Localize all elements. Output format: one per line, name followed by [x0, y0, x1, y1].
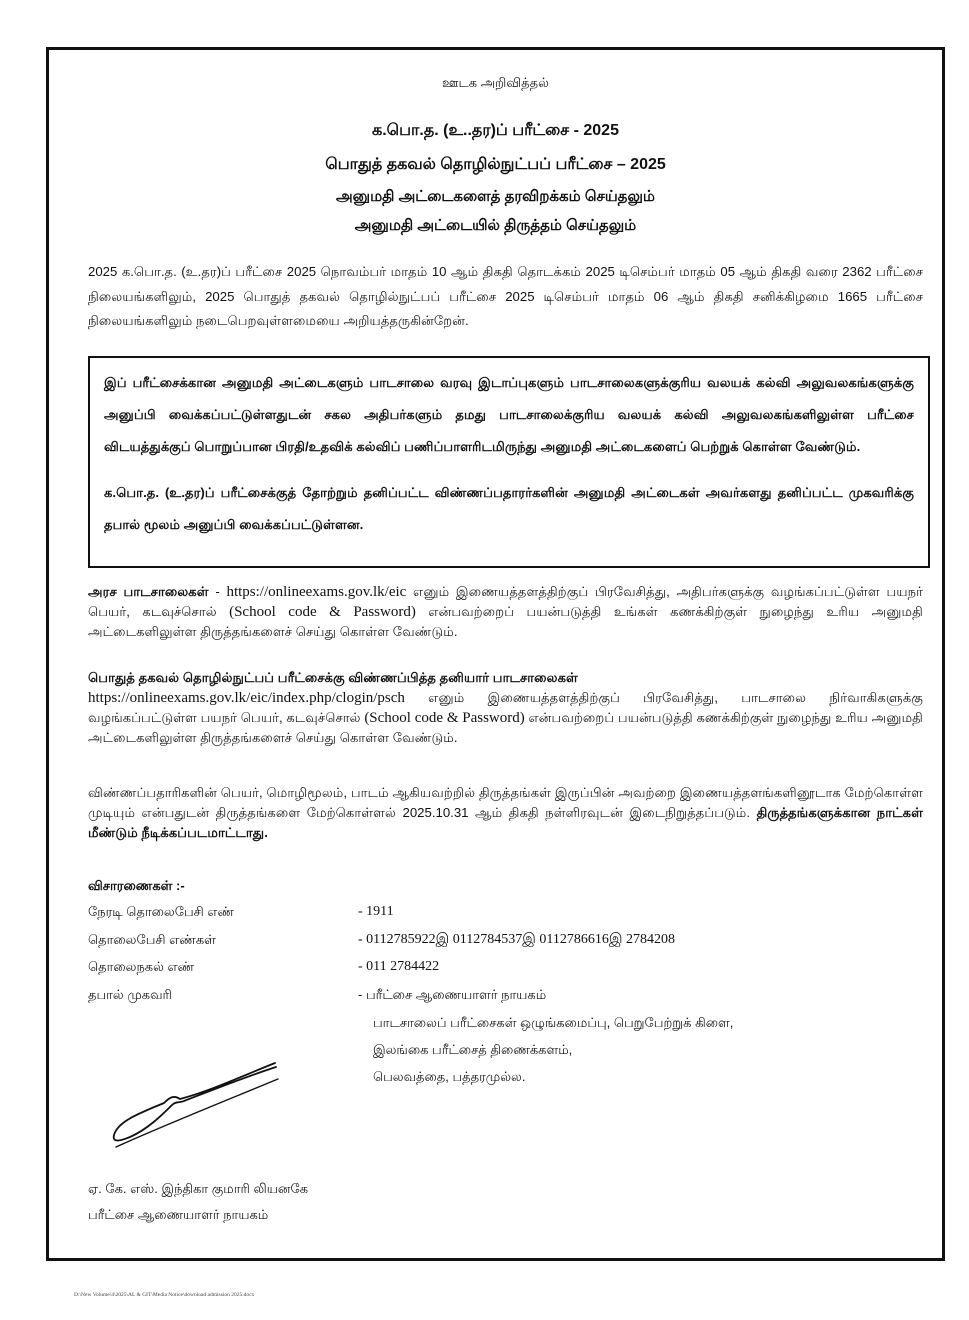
- subtitle-line-2: அனுமதி அட்டையில் திருத்தம் செய்தலும்: [354, 217, 637, 234]
- inquiry-value: - பரீட்சை ஆணையாளர் நாயகம்: [358, 987, 547, 1002]
- boxed-notice-paragraph-1: இப் பரீட்சைக்கான அனுமதி அட்டைகளும் பாடசாலை வரவு இடாப்புகளும் பாடசாலைகளுக்குரிய வலயக் கல்வி அலுவலகங்களுக்கு அனுப்பி வைக்கப்பட்டுள்ளதுடன் சகல அதிபர்களும் தமது பாடசாலைக்குரிய வலயக் கல்வி அலுவலகங்களிலுள்ள பரீட்சை விடயத்துக்குப் பொறுப்பான பிரதி/உதவிக் கல்விப் பணிப்பாளரிடமிருந்து அனுமதி அட்டைகளைப் பெற்றுக் கொள்ள வேண்டும்.: [104, 375, 914, 454]
- government-schools-credentials: (School code & Password): [229, 604, 416, 620]
- inquiry-label: தொலைபேசி எண்கள்: [88, 932, 216, 947]
- private-schools-text-2: என்பவற்றைப் பயன்படுத்தி கணக்கிற்குள் நுழைந்து உரிய அனுமதி அட்டைகளிலுள்ள திருத்தங்களைச் செய்து கொள்ள வேண்டும்.: [88, 710, 923, 745]
- government-schools-text-1: எனும் இணையத்தளத்திற்குப் பிரவேசித்து, அதிபர்களுக்கு வழங்கப்பட்டுள்ள பயநர் பெயர், கடவுச்சொல்: [88, 584, 923, 619]
- inquiry-label: தபால் முகவரி: [88, 987, 172, 1002]
- government-schools-paragraph: [88, 582, 923, 642]
- signatory-name: ஏ. கே. எஸ். இந்திகா குமாரி லியனகே: [88, 1181, 309, 1196]
- footer-file-path: D:\New Volume\4\2025\AL & GIT\Media Notice\download admission 2025.docx: [74, 1292, 255, 1298]
- private-schools-credentials: (School code & Password): [364, 710, 525, 726]
- inquiry-value: - 0112785922இ 0112784537இ 0112786616இ 2784208: [358, 932, 675, 947]
- notice-type: ஊடக அறிவித்தல்: [442, 75, 549, 90]
- title-line-2: பொதுத் தகவல் தொழில்நுட்பப் பரீட்சை – 2025: [325, 156, 666, 173]
- government-schools-text-2: என்பவற்றைப் பயன்படுத்தி உங்கள் கணக்கிற்குள் நுழைந்து உரிய அனுமதி அட்டைகளிலுள்ள திருத்தங்களைச் செய்து கொள்ள வேண்டும்.: [88, 604, 923, 639]
- private-schools-heading: பொதுத் தகவல் தொழில்நுட்பப் பரீட்சைக்கு விண்ணப்பித்த தனியார் பாடசாலைகள்: [88, 670, 578, 685]
- boxed-notice-paragraph-2: க.பொ.த. (உ.தர)ப் பரீட்சைக்குத் தோற்றும் தனிப்பட்ட விண்ணப்பதாரர்களின் அனுமதி அட்டைகள் அவர்களது தனிப்பட்ட முகவரிக்கு தபால் மூலம் அனுப்பி வைக்கப்பட்டுள்ளன.: [104, 485, 914, 532]
- inquiries-heading-text: விசாரணைகள் :-: [88, 878, 185, 893]
- inquiry-label: நேரடி தொலைபேசி எண்: [88, 904, 235, 919]
- private-schools-url[interactable]: https://onlineexams.gov.lk/eic/index.php/clogin/psch: [88, 690, 405, 706]
- corrections-paragraph: [88, 783, 923, 843]
- separator: -: [208, 584, 227, 599]
- private-schools-paragraph: [88, 668, 923, 748]
- inquiry-value: - 1911: [358, 904, 394, 919]
- government-schools-label: அரச பாடசாலைகள்: [88, 584, 209, 599]
- inquiry-value: - 011 2784422: [358, 959, 440, 974]
- government-schools-url[interactable]: https://onlineexams.gov.lk/eic: [226, 584, 407, 600]
- corrections-text: விண்ணப்பதாரிகளின் பெயர், மொழிமூலம், பாடம் ஆகியவற்றில் திருத்தங்கள் இருப்பின் அவற்றை இணையத்தளங்களினூடாக மேற்கொள்ள முடியும் என்பதுடன் திருத்தங்களை மேற்கொள்ளல் 2025.10.31 ஆம் திகதி நள்ளிரவுடன் இடைநிறுத்தப்படும்.: [88, 785, 923, 820]
- signatory-title: பரீட்சை ஆணையாளர் நாயகம்: [88, 1207, 269, 1222]
- signature-image: [100, 1055, 280, 1155]
- boxed-notice: [88, 356, 930, 568]
- inquiry-label: தொலைநகல் எண்: [88, 959, 195, 974]
- address-line-1: பாடசாலைப் பரீட்சைகள் ஒழுங்கமைப்பு, பெறுபேற்றுக் கிளை,: [373, 1015, 734, 1030]
- subtitle-line-1: அனுமதி அட்டைகளைத் தரவிறக்கம் செய்தலும்: [336, 188, 655, 205]
- intro-paragraph: 2025 க.பொ.த. (உ.தர)ப் பரீட்சை 2025 நொவம்பர் மாதம் 10 ஆம் திகதி தொடக்கம் 2025 டிசெம்பர் மாதம் 05 ஆம் திகதி வரை 2362 பரீட்சை நிலையங்களிலும், 2025 பொதுத் தகவல் தொழில்நுட்பப் பரீட்சை 2025 டிசெம்பர் மாதம் 06 ஆம் திகதி சனிக்கிழமை 1665 பரீட்சை நிலையங்களிலும் நடைபெறவுள்ளமையை அறியத்தருகின்றேன்.: [88, 264, 923, 328]
- private-schools-text-1: எனும் இணையத்தளத்திற்குப் பிரவேசித்து, பாடசாலை நிர்வாகிகளுக்கு வழங்கப்பட்டுள்ள பயநர் பெயர், கடவுச்சொல்: [88, 690, 923, 725]
- address-line-2: இலங்கை பரீட்சைத் திணைக்களம்,: [373, 1042, 573, 1057]
- corrections-no-extension: திருத்தங்களுக்கான நாட்கள் மீண்டும் நீடிக்கப்படமாட்டாது.: [88, 805, 923, 840]
- title-line-1: க.பொ.த. (உ..தர)ப் பரீட்சை - 2025: [372, 122, 619, 139]
- address-line-3: பெலவத்தை, பத்தரமுல்ல.: [373, 1069, 526, 1084]
